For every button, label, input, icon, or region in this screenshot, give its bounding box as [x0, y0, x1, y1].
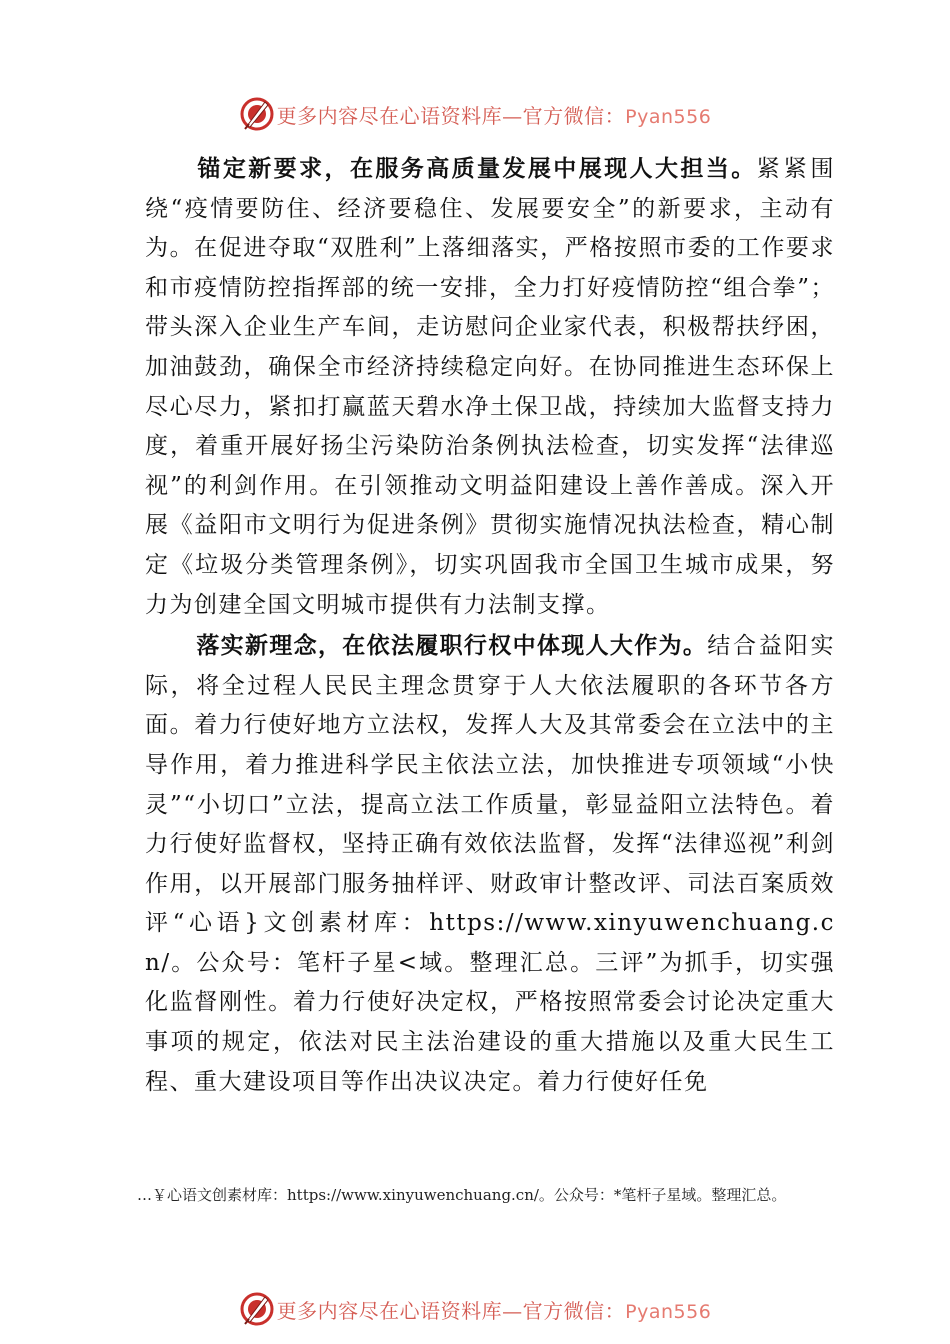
footnote: …￥心语文创素材库：https://www.xinyuwenchuang.cn/。公众号：*笔杆子星域。整理汇总。 — [137, 1186, 787, 1204]
header-prefix: 更多内容尽在心语资料库 — [276, 103, 503, 128]
page-header — [0, 94, 950, 134]
paragraph-lead: 锚定新要求，在服务高质量发展中展现人大担当。 — [195, 156, 757, 182]
footer-prefix: 更多内容尽在心语资料库 — [276, 1298, 503, 1323]
footer-separator: — — [502, 1298, 523, 1323]
paragraph — [145, 627, 835, 1102]
footer-wechat-id: Pyan556 — [625, 1300, 712, 1323]
footer-banner — [277, 1295, 712, 1324]
footer-wechat-label: 官方微信： — [522, 1298, 626, 1323]
quill-seal-icon — [239, 96, 275, 132]
paragraph-lead: 落实新理念，在依法履职行权中体现人大作为。 — [195, 633, 708, 660]
header-separator: — — [502, 103, 523, 128]
header-wechat-id: Pyan556 — [625, 105, 712, 128]
paragraph — [145, 150, 835, 625]
header-wechat-label: 官方微信： — [522, 103, 626, 128]
header-banner — [277, 100, 712, 129]
paragraph-body: 结合益阳实际，将全过程人民民主理念贯穿于人大依法履职的各环节各方面。着力行使好地方立法权，发挥人大及其常委会在立法中的主导作用，着力推进科学民主依法立法，加快推进专项领域“小快灵”“小切口”立法，提高立法工作质量，彰显益阳立法特色。着力行使好监督权，坚持正确有效依法监督，发挥“法律巡视”利剑作用，以开展部门服务抽样评、财政审计整改评、司法百案质效评“心语}文创素材库：https://www.xinyuwenchuang.cn/。公众号：笔杆子星<域。整理汇总。三评”为抓手，切实强化监督刚性。着力行使好决定权，严格按照常委会讨论决定重大事项的规定，依法对民主法治建设的重大措施以及重大民生工程、重大建设项目等作出决议决定。着力行使好任免 — [145, 633, 836, 1095]
paragraph-body: 紧紧围绕“疫情要防住、经济要稳住、发展要安全”的新要求，主动有为。在促进夺取“双胜利”上落细落实，严格按照市委的工作要求和市疫情防控指挥部的统一安排，全力打好疫情防控“组合拳”；带头深入企业生产车间，走访慰问企业家代表，积极帮扶纾困，加油鼓劲，确保全市经济持续稳定向好。在协同推进生态环保上尽心尽力，紧扣打赢蓝天碧水净土保卫战，持续加大监督支持力度，着重开展好扬尘污染防治条例执法检查，切实发挥“法律巡视”的利剑作用。在引领推动文明益阳建设上善作善成。深入开展《益阳市文明行为促进条例》贯彻实施情况执法检查，精心制定《垃圾分类管理条例》，切实巩固我市全国卫生城市成果，努力为创建全国文明城市提供有力法制支撑。 — [145, 156, 836, 618]
page-footer — [0, 1289, 950, 1329]
quill-seal-icon — [239, 1291, 275, 1327]
document-body — [145, 150, 835, 1102]
